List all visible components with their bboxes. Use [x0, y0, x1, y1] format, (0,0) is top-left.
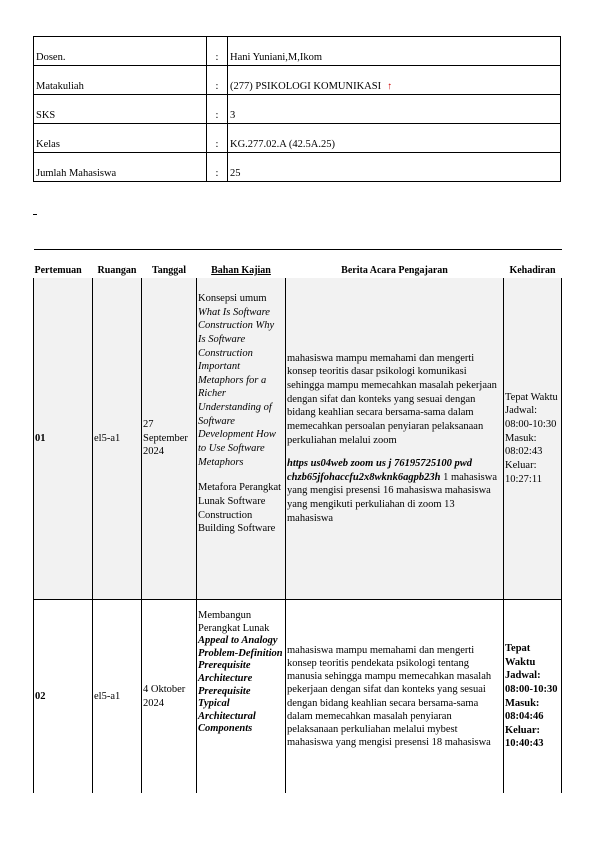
- info-row-matakuliah: [34, 66, 561, 95]
- cell-berita-acara: [286, 600, 504, 794]
- zoom-link[interactable]: https us04web zoom us j 76195725100 pwd chzb65jfohaccfu2x8wknk6agpb23h: [287, 458, 472, 483]
- table-row: [34, 278, 562, 600]
- info-label: SKS: [34, 95, 207, 124]
- info-row-jumlah: [34, 153, 561, 182]
- info-value-kelas: KG.277.02.A (42.5A.25): [228, 124, 561, 153]
- bahan-topics: What Is Software Construction Why Is Software Construction Important Metaphors for a Richer Understanding of Software Development How to Use Software Metaphors: [198, 306, 276, 468]
- bahan-title: Membangun Perangkat Lunak: [198, 610, 270, 634]
- cell-pertemuan: 01: [34, 278, 93, 600]
- teaching-report-table: [33, 249, 562, 793]
- berita-attendance-text: 1 mahasiswa yang mengisi presensi 16 mahasiswa mahasiswa yang mengikuti perkuliahan di zoom 13 mahasiswa: [287, 471, 498, 524]
- arrow-up-icon[interactable]: ↑: [387, 81, 393, 93]
- matakuliah-text: (277) PSIKOLOGI KOMUNIKASI: [230, 81, 382, 93]
- cell-bahan-kajian: [197, 278, 286, 600]
- cell-tanggal: 4 Oktober 2024: [142, 600, 197, 794]
- cell-bahan-kajian: [197, 600, 286, 794]
- info-label: Dosen.: [34, 37, 207, 66]
- table-row: [34, 600, 562, 794]
- info-separator: :: [207, 153, 228, 182]
- divider-mark: [33, 214, 37, 215]
- berita-text: mahasiswa mampu memahami dan mengerti konsep teoritis dasar psikologi komunikasi sehingga mampu memecahkan masalah pekerjaan dengan sifat dan konteks yang sesuai dengan bidang keahlian secara bersama-sama dalam memecahkan persoalan penyiaran pelaksanaan perkuliahan melalui zoom: [287, 352, 497, 446]
- header-berita-acara: Berita Acara Pengajaran: [286, 250, 504, 279]
- info-row-sks: [34, 95, 561, 124]
- course-info-table: [33, 36, 561, 182]
- info-value-matakuliah: [228, 66, 561, 95]
- cell-tanggal: 27 September 2024: [142, 278, 197, 600]
- header-bahan-kajian: Bahan Kajian: [197, 250, 286, 279]
- info-separator: :: [207, 124, 228, 153]
- table-header-row: [34, 250, 562, 279]
- bahan-title: Konsepsi umum: [198, 293, 267, 304]
- info-label: Kelas: [34, 124, 207, 153]
- header-pertemuan: Pertemuan: [34, 250, 93, 279]
- cell-kehadiran: Tepat Waktu Jadwal: 08:00-10:30 Masuk: 08:02:43 Keluar: 10:27:11: [504, 278, 562, 600]
- berita-detail: [287, 457, 502, 525]
- berita-text: mahasiswa mampu memahami dan mengerti konsep teoritis pendekata psikologi tentang manusia sehingga mampu memecahkan masalah pekerjaan dengan sifat dan konteks yang sesuai dengan bidang keahlian secara bersama-sama dalam memecahkan masalah penyiaran pelaksanaan perkuliahan melalui mybest mahasiswa yang mengisi presensi 18 mahasiswa: [287, 645, 492, 748]
- cell-ruangan: el5-a1: [93, 600, 142, 794]
- info-value-sks: 3: [228, 95, 561, 124]
- cell-ruangan: el5-a1: [93, 278, 142, 600]
- header-tanggal: Tanggal: [142, 250, 197, 279]
- cell-kehadiran: Tepat Waktu Jadwal: 08:00-10:30 Masuk: 08:04:46 Keluar: 10:40:43: [504, 600, 562, 794]
- header-ruangan: Ruangan: [93, 250, 142, 279]
- cell-pertemuan: 02: [34, 600, 93, 794]
- info-separator: :: [207, 95, 228, 124]
- bahan-topics: Appeal to Analogy Problem-Definition Prerequisite Architecture Prerequisite Typical Architectural Components: [198, 635, 283, 735]
- header-kehadiran: Kehadiran: [504, 250, 562, 279]
- info-separator: :: [207, 66, 228, 95]
- cell-berita-acara: [286, 278, 504, 600]
- info-value-dosen: Hani Yuniani,M,Ikom: [228, 37, 561, 66]
- info-row-kelas: [34, 124, 561, 153]
- info-value-jumlah: 25: [228, 153, 561, 182]
- bahan-subtopics: Metafora Perangkat Lunak Software Construction Building Software: [198, 482, 282, 535]
- info-label: Matakuliah: [34, 66, 207, 95]
- info-separator: :: [207, 37, 228, 66]
- info-row-dosen: [34, 37, 561, 66]
- info-label: Jumlah Mahasiswa: [34, 153, 207, 182]
